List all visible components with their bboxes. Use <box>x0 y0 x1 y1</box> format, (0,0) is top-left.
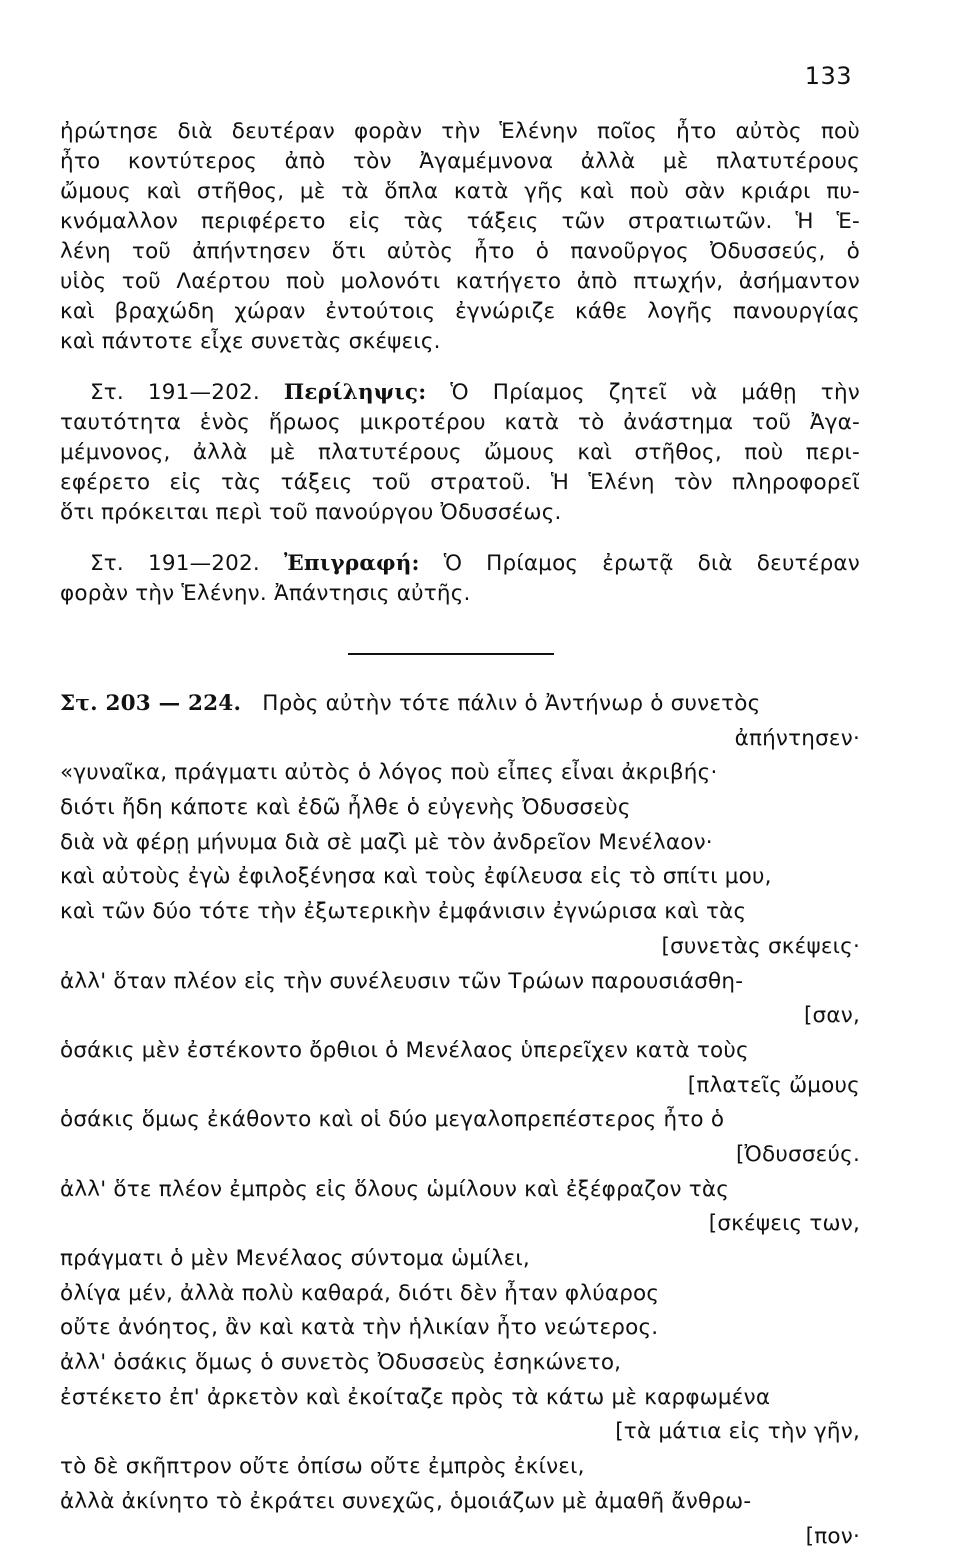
poem-line-continuation: [πον· <box>60 1520 860 1554</box>
paragraph-line: μέμνονος, ἀλλὰ μὲ πλατυτέρους ὤμους καὶ στῆθος, ποὺ περι- <box>60 438 860 468</box>
section-divider <box>348 653 554 655</box>
verse-reference: Στ. 203 — 224. <box>60 691 241 716</box>
poem-first-line <box>60 687 860 722</box>
poem-line: διότι ἤδη κάποτε καὶ ἐδῶ ἦλθε ὁ εὐγενὴς Ὀδυσσεὺς <box>60 791 860 826</box>
poem-line: τὸ δὲ σκῆπτρον οὔτε ὀπίσω οὔτε ἐμπρὸς ἐκίνει, <box>60 1450 860 1485</box>
poem-line: ὁσάκις ὅμως ἐκάθοντο καὶ οἱ δύο μεγαλοπρεπέστερος ἦτο ὁ <box>60 1103 860 1138</box>
poem-line-continuation: [Ὀδυσσεύς. <box>60 1138 860 1173</box>
verse-reference: Στ. 191—202. <box>90 380 260 405</box>
poem-line: ἀλλ' ὅταν πλέον εἰς τὴν συνέλευσιν τῶν Τρώων παρουσιάσθη- <box>60 965 860 1000</box>
paragraph-line: ἦτο κοντύτερος ἀπὸ τὸν Ἀγαμέμνονα ἀλλὰ μὲ πλατυτέρους <box>60 147 860 177</box>
section-label: Περίληψις: <box>284 380 426 405</box>
page-number: 133 <box>805 62 852 90</box>
poem-line-continuation: [σκέψεις των, <box>60 1207 860 1242</box>
poem-line-continuation: [τὰ μάτια εἰς τὴν γῆν, <box>60 1415 860 1450</box>
line-text: Ὁ Πρίαμος ζητεῖ νὰ μάθῃ τὴν <box>450 380 860 405</box>
paragraph-line: ταυτότητα ἑνὸς ἥρωος μικροτέρου κατὰ τὸ ἀνάστημα τοῦ Ἀγα- <box>60 408 860 438</box>
poem-line: πράγματι ὁ μὲν Μενέλαος σύντομα ὡμίλει, <box>60 1242 860 1277</box>
paragraph-line: ἠρώτησε διὰ δευτέραν φορὰν τὴν Ἑλένην ποῖος ἦτο αὐτὸς ποὺ <box>60 117 860 147</box>
poem-line: διὰ νὰ φέρῃ μήνυμα διὰ σὲ μαζὶ μὲ τὸν ἀνδρεῖον Μενέλαον· <box>60 826 860 861</box>
poem-line: «γυναῖκα, πράγματι αὐτὸς ὁ λόγος ποὺ εἶπες εἶναι ἀκριβής· <box>60 756 860 791</box>
paragraph-first-line <box>60 549 860 579</box>
poem-line: ἀλλ' ὁσάκις ὅμως ὁ συνετὸς Ὀδυσσεὺς ἐσηκώνετο, <box>60 1346 860 1381</box>
line-text: Ὁ Πρίαμος ἐρωτᾷ διὰ δευτέραν <box>444 551 860 576</box>
paragraph-line: λένη τοῦ ἀπήντησεν ὅτι αὐτὸς ἦτο ὁ πανοῦργος Ὀδυσσεύς, ὁ <box>60 237 860 267</box>
poem-line: ἐστέκετο ἐπ' ἀρκετὸν καὶ ἐκοίταζε πρὸς τὰ κάτω μὲ καρφωμένα <box>60 1381 860 1416</box>
summary-paragraph-1 <box>60 117 860 357</box>
poem-line: ὀλίγα μέν, ἀλλὰ πολὺ καθαρά, διότι δὲν ἦταν φλύαρος <box>60 1277 860 1312</box>
poem-line: καὶ αὐτοὺς ἐγὼ ἐφιλοξένησα καὶ τοὺς ἐφίλευσα εἰς τὸ σπίτι μου, <box>60 860 860 895</box>
poem-line-continuation: [συνετὰς σκέψεις· <box>60 930 860 965</box>
paragraph-first-line <box>60 378 860 408</box>
paragraph-line: καὶ πάντοτε εἶχε συνετὰς σκέψεις. <box>60 327 860 357</box>
paragraph-line: υἱὸς τοῦ Λαέρτου ποὺ μολονότι κατήγετο ἀπὸ πτωχήν, ἀσήμαντον <box>60 267 860 297</box>
verse-translation <box>60 687 860 1554</box>
poem-line: καὶ τῶν δύο τότε τὴν ἐξωτερικὴν ἐμφάνισιν ἐγνώρισα καὶ τὰς <box>60 895 860 930</box>
poem-line: ἀλλ' ὅτε πλέον ἐμπρὸς εἰς ὅλους ὡμίλουν καὶ ἐξέφραζον τὰς <box>60 1173 860 1208</box>
paragraph-line: καὶ βραχώδη χώραν ἐντούτοις ἐγνώριζε κάθε λογῆς πανουργίας <box>60 297 860 327</box>
poem-line: οὔτε ἀνόητος, ἂν καὶ κατὰ τὴν ἡλικίαν ἦτο νεώτερος. <box>60 1311 860 1346</box>
poem-lines <box>60 722 860 1554</box>
paragraph-line: ὅτι πρόκειται περὶ τοῦ πανούργου Ὀδυσσέως. <box>60 498 860 528</box>
verse-reference: Στ. 191—202. <box>90 551 260 576</box>
summary-paragraph-2 <box>60 378 860 528</box>
summary-paragraph-3 <box>60 549 860 609</box>
paragraph-line: φορὰν τὴν Ἑλένην. Ἀπάντησις αὐτῆς. <box>60 579 860 609</box>
section-label: Ἐπιγραφή: <box>284 551 420 576</box>
poem-line: ἀλλὰ ἀκίνητο τὸ ἐκράτει συνεχῶς, ὁμοιάζων μὲ ἀμαθῆ ἄνθρω- <box>60 1485 860 1520</box>
poem-line: ὁσάκις μὲν ἐστέκοντο ὄρθιοι ὁ Μενέλαος ὑπερεῖχεν κατὰ τοὺς <box>60 1034 860 1069</box>
line-text: Πρὸς αὐτὴν τότε πάλιν ὁ Ἀντήνωρ ὁ συνετὸς <box>262 691 760 716</box>
poem-line-continuation: [σαν, <box>60 999 860 1034</box>
paragraph-line: εφέρετο εἰς τὰς τάξεις τοῦ στρατοῦ. Ἡ Ἑλένη τὸν πληροφορεῖ <box>60 468 860 498</box>
paragraph-line: κνόμαλλον περιφέρετο εἰς τὰς τάξεις τῶν στρατιωτῶν. Ἡ Ἑ- <box>60 207 860 237</box>
paragraph-line: ὤμους καὶ στῆθος, μὲ τὰ ὅπλα κατὰ γῆς καὶ ποὺ σὰν κριάρι πυ- <box>60 177 860 207</box>
poem-line-continuation: ἀπήντησεν· <box>60 722 860 757</box>
poem-line-continuation: [πλατεῖς ὤμους <box>60 1069 860 1104</box>
